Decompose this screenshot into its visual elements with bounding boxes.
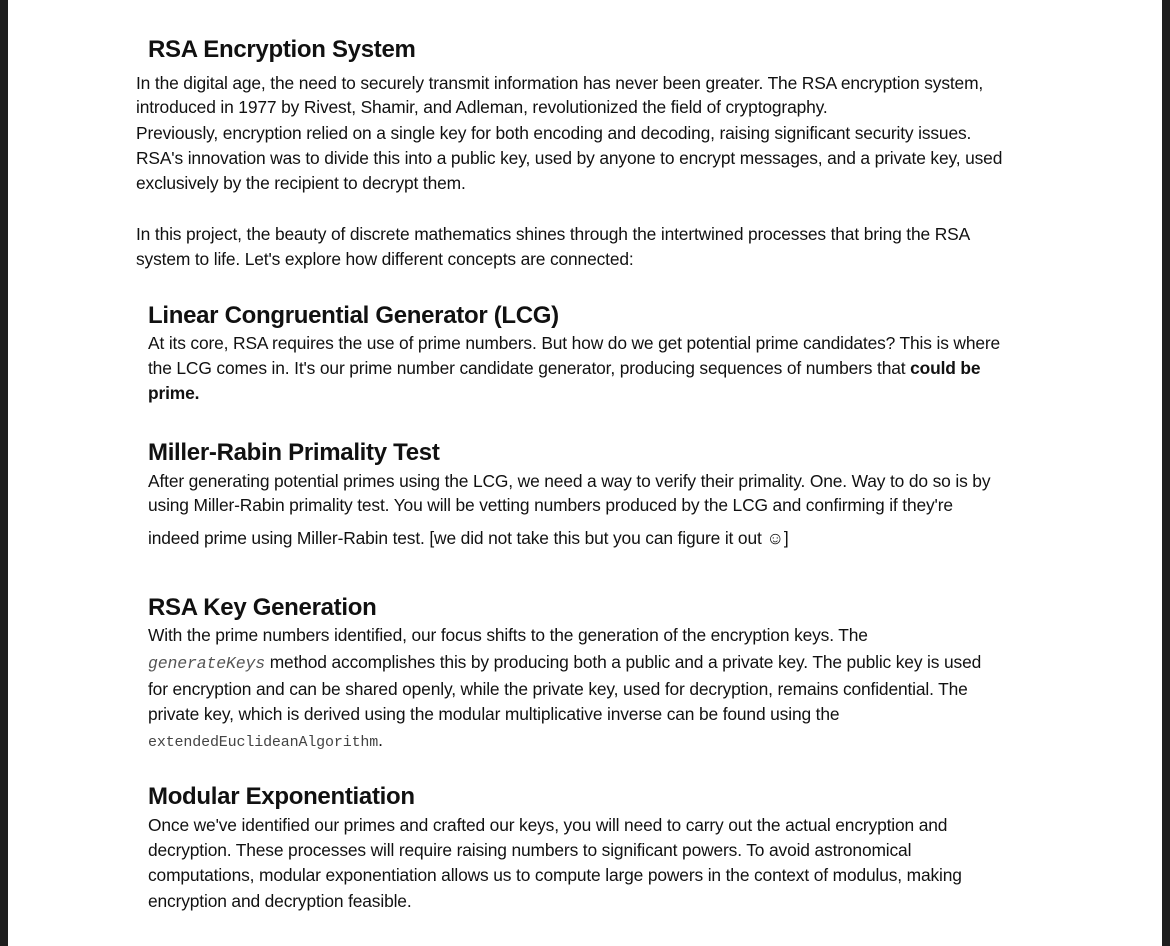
section-line [148, 495, 953, 516]
section-line [148, 625, 868, 646]
section-line [148, 865, 962, 886]
text-span: encryption and decryption feasible. [148, 891, 412, 911]
section-line [148, 679, 968, 700]
text-span: After generating potential primes using the LCG, we need a way to verify their primality. One. Way to do so is by [148, 471, 991, 491]
text-span: introduced in 1977 by Rivest, Shamir, and Adleman, revolutionized the field of cryptography. [136, 97, 828, 117]
text-span: system to life. Let's explore how different concepts are connected: [136, 249, 634, 269]
bold-text: could be [910, 358, 981, 378]
intro-line [136, 249, 634, 270]
section-heading: RSA Key Generation [148, 594, 377, 621]
text-span: . [378, 730, 383, 750]
text-span: exclusively by the recipient to decrypt them. [136, 173, 466, 193]
text-span: indeed prime using Miller-Rabin test. [we did not take this but you can figure it out ☺] [148, 528, 789, 548]
section-line [148, 358, 980, 379]
text-span: In the digital age, the need to securely transmit information has never been greater. The RSA encryption system, [136, 73, 984, 93]
section-line [148, 704, 839, 725]
intro-line [136, 73, 983, 94]
text-span: At its core, RSA requires the use of prime numbers. But how do we get potential prime candidates? This is where [148, 333, 1001, 353]
section-line [148, 730, 383, 751]
text-span: Once we've identified our primes and crafted our keys, you will need to carry out the actual encryption and [148, 815, 948, 835]
text-span: Previously, encryption relied on a single key for both encoding and decoding, raising significant security issues. [136, 123, 972, 143]
text-span: method accomplishes this by producing both a public and a private key. The public key is used [265, 652, 982, 672]
section-heading: Miller-Rabin Primality Test [148, 439, 440, 466]
section-line [148, 528, 789, 549]
bold-text: prime. [148, 383, 200, 403]
document-title: RSA Encryption System [148, 36, 416, 63]
intro-line [136, 148, 1002, 169]
intro-line [136, 97, 828, 118]
section-line [148, 815, 947, 836]
text-span: the LCG comes in. It's our prime number candidate generator, producing sequences of numbers that [148, 358, 911, 378]
text-span: RSA's innovation was to divide this into a public key, used by anyone to encrypt messages, and a private key, used [136, 148, 1003, 168]
text-span: decryption. These processes will require raising numbers to significant powers. To avoid astronomical [148, 840, 912, 860]
text-span: computations, modular exponentiation allows us to compute large powers in the context of modulus, making [148, 865, 962, 885]
section-line [148, 383, 199, 404]
section-heading: Linear Congruential Generator (LCG) [148, 302, 559, 329]
intro-line [136, 173, 466, 194]
text-span: using Miller-Rabin primality test. You will be vetting numbers produced by the LCG and confirming if they're [148, 495, 953, 515]
text-span: private key, which is derived using the modular multiplicative inverse can be found using the [148, 704, 840, 724]
section-line [148, 840, 911, 861]
text-span: With the prime numbers identified, our focus shifts to the generation of the encryption keys. The [148, 625, 868, 645]
intro-line [136, 123, 971, 144]
text-span: In this project, the beauty of discrete mathematics shines through the intertwined processes that bring the RSA [136, 224, 971, 244]
section-line [148, 471, 990, 492]
code-text: generateKeys [148, 654, 266, 673]
section-line [148, 333, 1000, 354]
intro-line [136, 224, 970, 245]
code-text: extendedEuclideanAlgorithm [148, 734, 379, 751]
section-heading: Modular Exponentiation [148, 783, 415, 810]
window-edge-right [1162, 0, 1170, 946]
text-span: for encryption and can be shared openly, while the private key, used for decryption, remains confidential. The [148, 679, 968, 699]
section-line [148, 891, 412, 912]
section-line [148, 652, 981, 673]
window-edge-left [0, 0, 8, 946]
